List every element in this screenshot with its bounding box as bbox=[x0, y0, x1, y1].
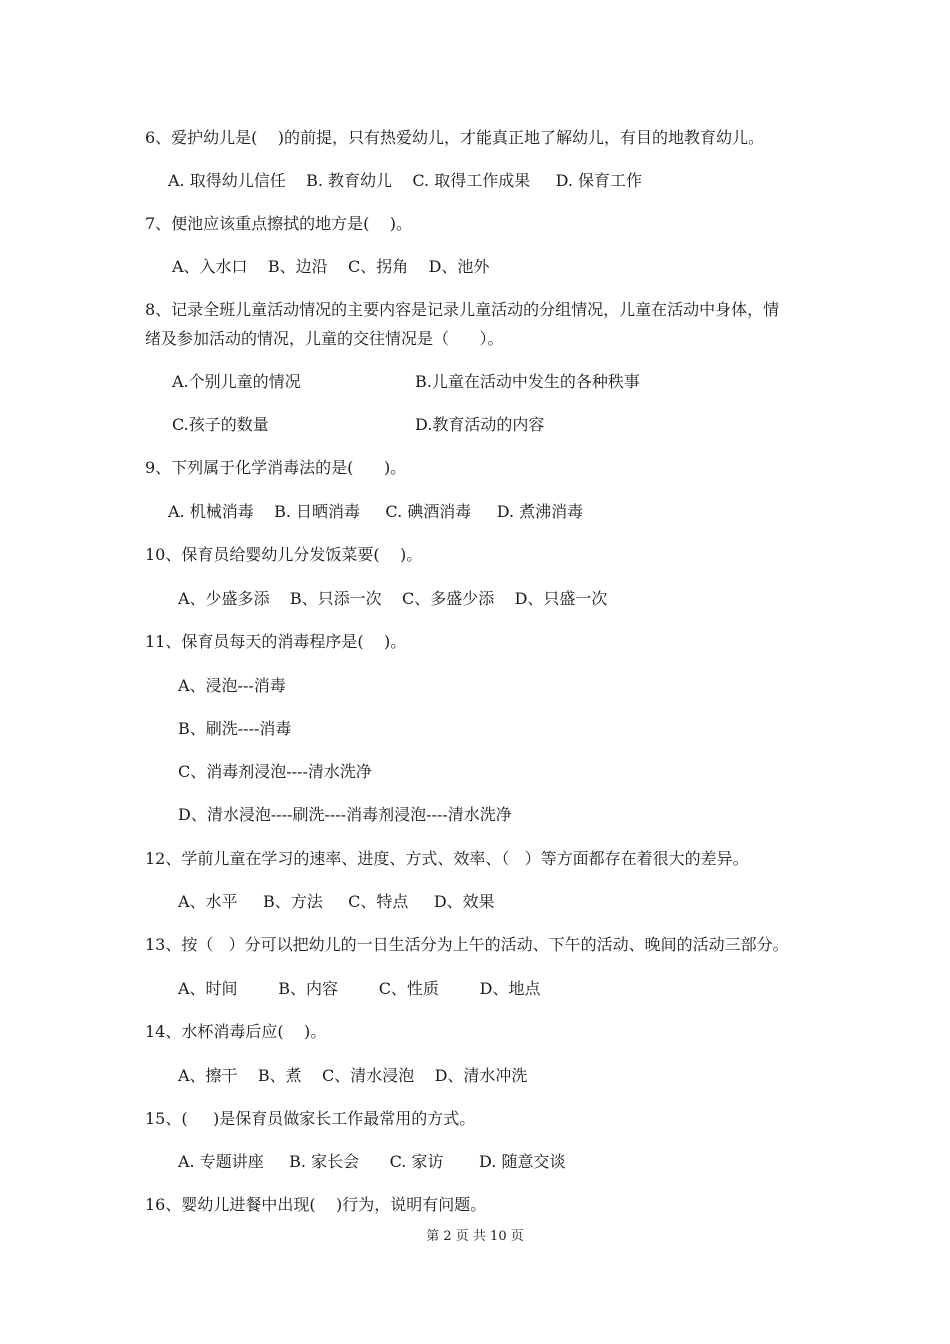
option-c: C.孩子的数量 bbox=[172, 415, 269, 434]
options-line: A、擦干 B、煮 C、清水浸泡 D、清水冲洗 bbox=[178, 1066, 528, 1085]
options-line: A. 专题讲座 B. 家长会 C. 家访 D. 随意交谈 bbox=[178, 1152, 566, 1171]
question-text: 8、记录全班儿童活动情况的主要内容是记录儿童活动的分组情况，儿童在活动中身体，情 bbox=[145, 300, 780, 319]
question-text: 9、下列属于化学消毒法的是( )。 bbox=[145, 458, 407, 477]
question-text: 12、学前儿童在学习的速率、进度、方式、效率、（ ）等方面都存在着很大的差异。 bbox=[145, 849, 749, 868]
option-c: C、消毒剂浸泡----清水洗净 bbox=[178, 762, 372, 781]
options-line: A. 取得幼儿信任 B. 教育幼儿 C. 取得工作成果 D. 保育工作 bbox=[168, 171, 643, 190]
option-a: A.个别儿童的情况 bbox=[172, 372, 301, 391]
question-text: 11、保育员每天的消毒程序是( )。 bbox=[145, 632, 407, 651]
option-d: D、清水浸泡----刷洗----消毒剂浸泡----清水洗净 bbox=[178, 805, 512, 824]
question-text: 10、保育员给婴幼儿分发饭菜要( )。 bbox=[145, 545, 423, 564]
question-text: 16、婴幼儿进餐中出现( )行为，说明有问题。 bbox=[145, 1195, 487, 1214]
options-line: A、水平 B、方法 C、特点 D、效果 bbox=[178, 892, 495, 911]
question-text: 7、便池应该重点擦拭的地方是( )。 bbox=[145, 214, 413, 233]
options-line: A. 机械消毒 B. 日晒消毒 C. 碘酒消毒 D. 煮沸消毒 bbox=[168, 502, 584, 521]
option-b: B.儿童在活动中发生的各种秩事 bbox=[415, 372, 640, 391]
options-line: A、时间 B、内容 C、性质 D、地点 bbox=[178, 979, 541, 998]
question-text: 15、( )是保育员做家长工作最常用的方式。 bbox=[145, 1109, 476, 1128]
page-footer: 第 2 页 共 10 页 bbox=[426, 1229, 524, 1244]
options-line: A、少盛多添 B、只添一次 C、多盛少添 D、只盛一次 bbox=[178, 589, 608, 608]
question-text-continued: 绪及参加活动的情况，儿童的交往情况是（ ）。 bbox=[145, 329, 504, 348]
option-d: D.教育活动的内容 bbox=[415, 415, 545, 434]
question-text: 6、爱护幼儿是( )的前提，只有热爱幼儿，才能真正地了解幼儿，有目的地教育幼儿。 bbox=[145, 128, 765, 147]
option-a: A、浸泡---消毒 bbox=[178, 676, 286, 695]
question-text: 14、水杯消毒后应( )。 bbox=[145, 1022, 327, 1041]
options-line: A、入水口 B、边沿 C、拐角 D、池外 bbox=[172, 257, 490, 276]
option-b: B、刷洗----消毒 bbox=[178, 719, 292, 738]
question-text: 13、按（ ）分可以把幼儿的一日生活分为上午的活动、下午的活动、晚间的活动三部分。 bbox=[145, 935, 789, 954]
